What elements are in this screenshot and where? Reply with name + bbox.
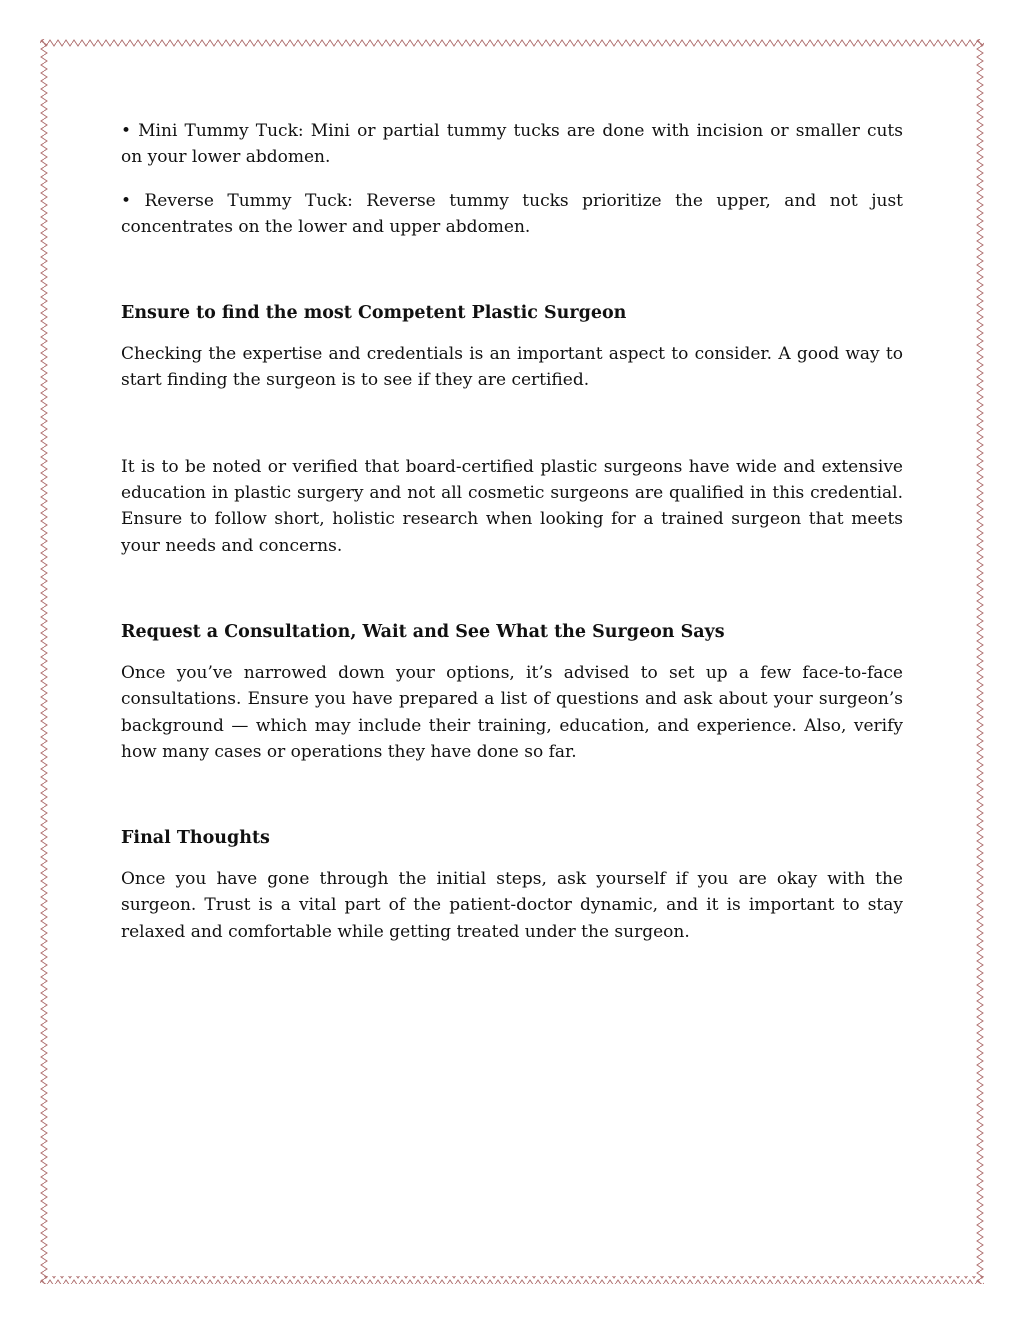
section-heading-final-thoughts: Final Thoughts [121, 828, 270, 849]
section-heading-competent-surgeon: Ensure to find the most Competent Plastic Surgeon [121, 303, 627, 324]
bullet-mini-tummy-tuck: • Mini Tummy Tuck: Mini or partial tummy tucks are done with incision or smaller cuts on your lower abdomen. [121, 121, 903, 168]
section-paragraph: Checking the expertise and credentials is an important aspect to consider. A good way to start finding the surgeon is to see if they are certified. [121, 344, 903, 391]
bullet-reverse-tummy-tuck: • Reverse Tummy Tuck: Reverse tummy tucks prioritize the upper, and not just concentrates on the lower and upper abdomen. [121, 190, 903, 237]
section-paragraph: It is to be noted or verified that board-certified plastic surgeons have wide and extensive education in plastic surgery and not all cosmetic surgeons are qualified in this credential. Ensure to follow short, holistic research when looking for a trained surgeon that meets your needs and concerns. [121, 456, 903, 556]
section-heading-consultation: Request a Consultation, Wait and See What the Surgeon Says [121, 621, 725, 642]
section-paragraph: Once you’ve narrowed down your options, it’s advised to set up a few face-to-face consultations. Ensure you have prepared a list of questions and ask about your surgeon’s background — which may include their training, education, and experience. Also, verify how many cases or operations they have done so far. [121, 662, 903, 762]
document-body [121, 118, 903, 945]
section-paragraph: Once you have gone through the initial steps, ask yourself if you are okay with the surgeon. Trust is a vital part of the patient-doctor dynamic, and it is important to stay relaxed and comfortable while getting treated under the surgeon. [121, 869, 903, 942]
